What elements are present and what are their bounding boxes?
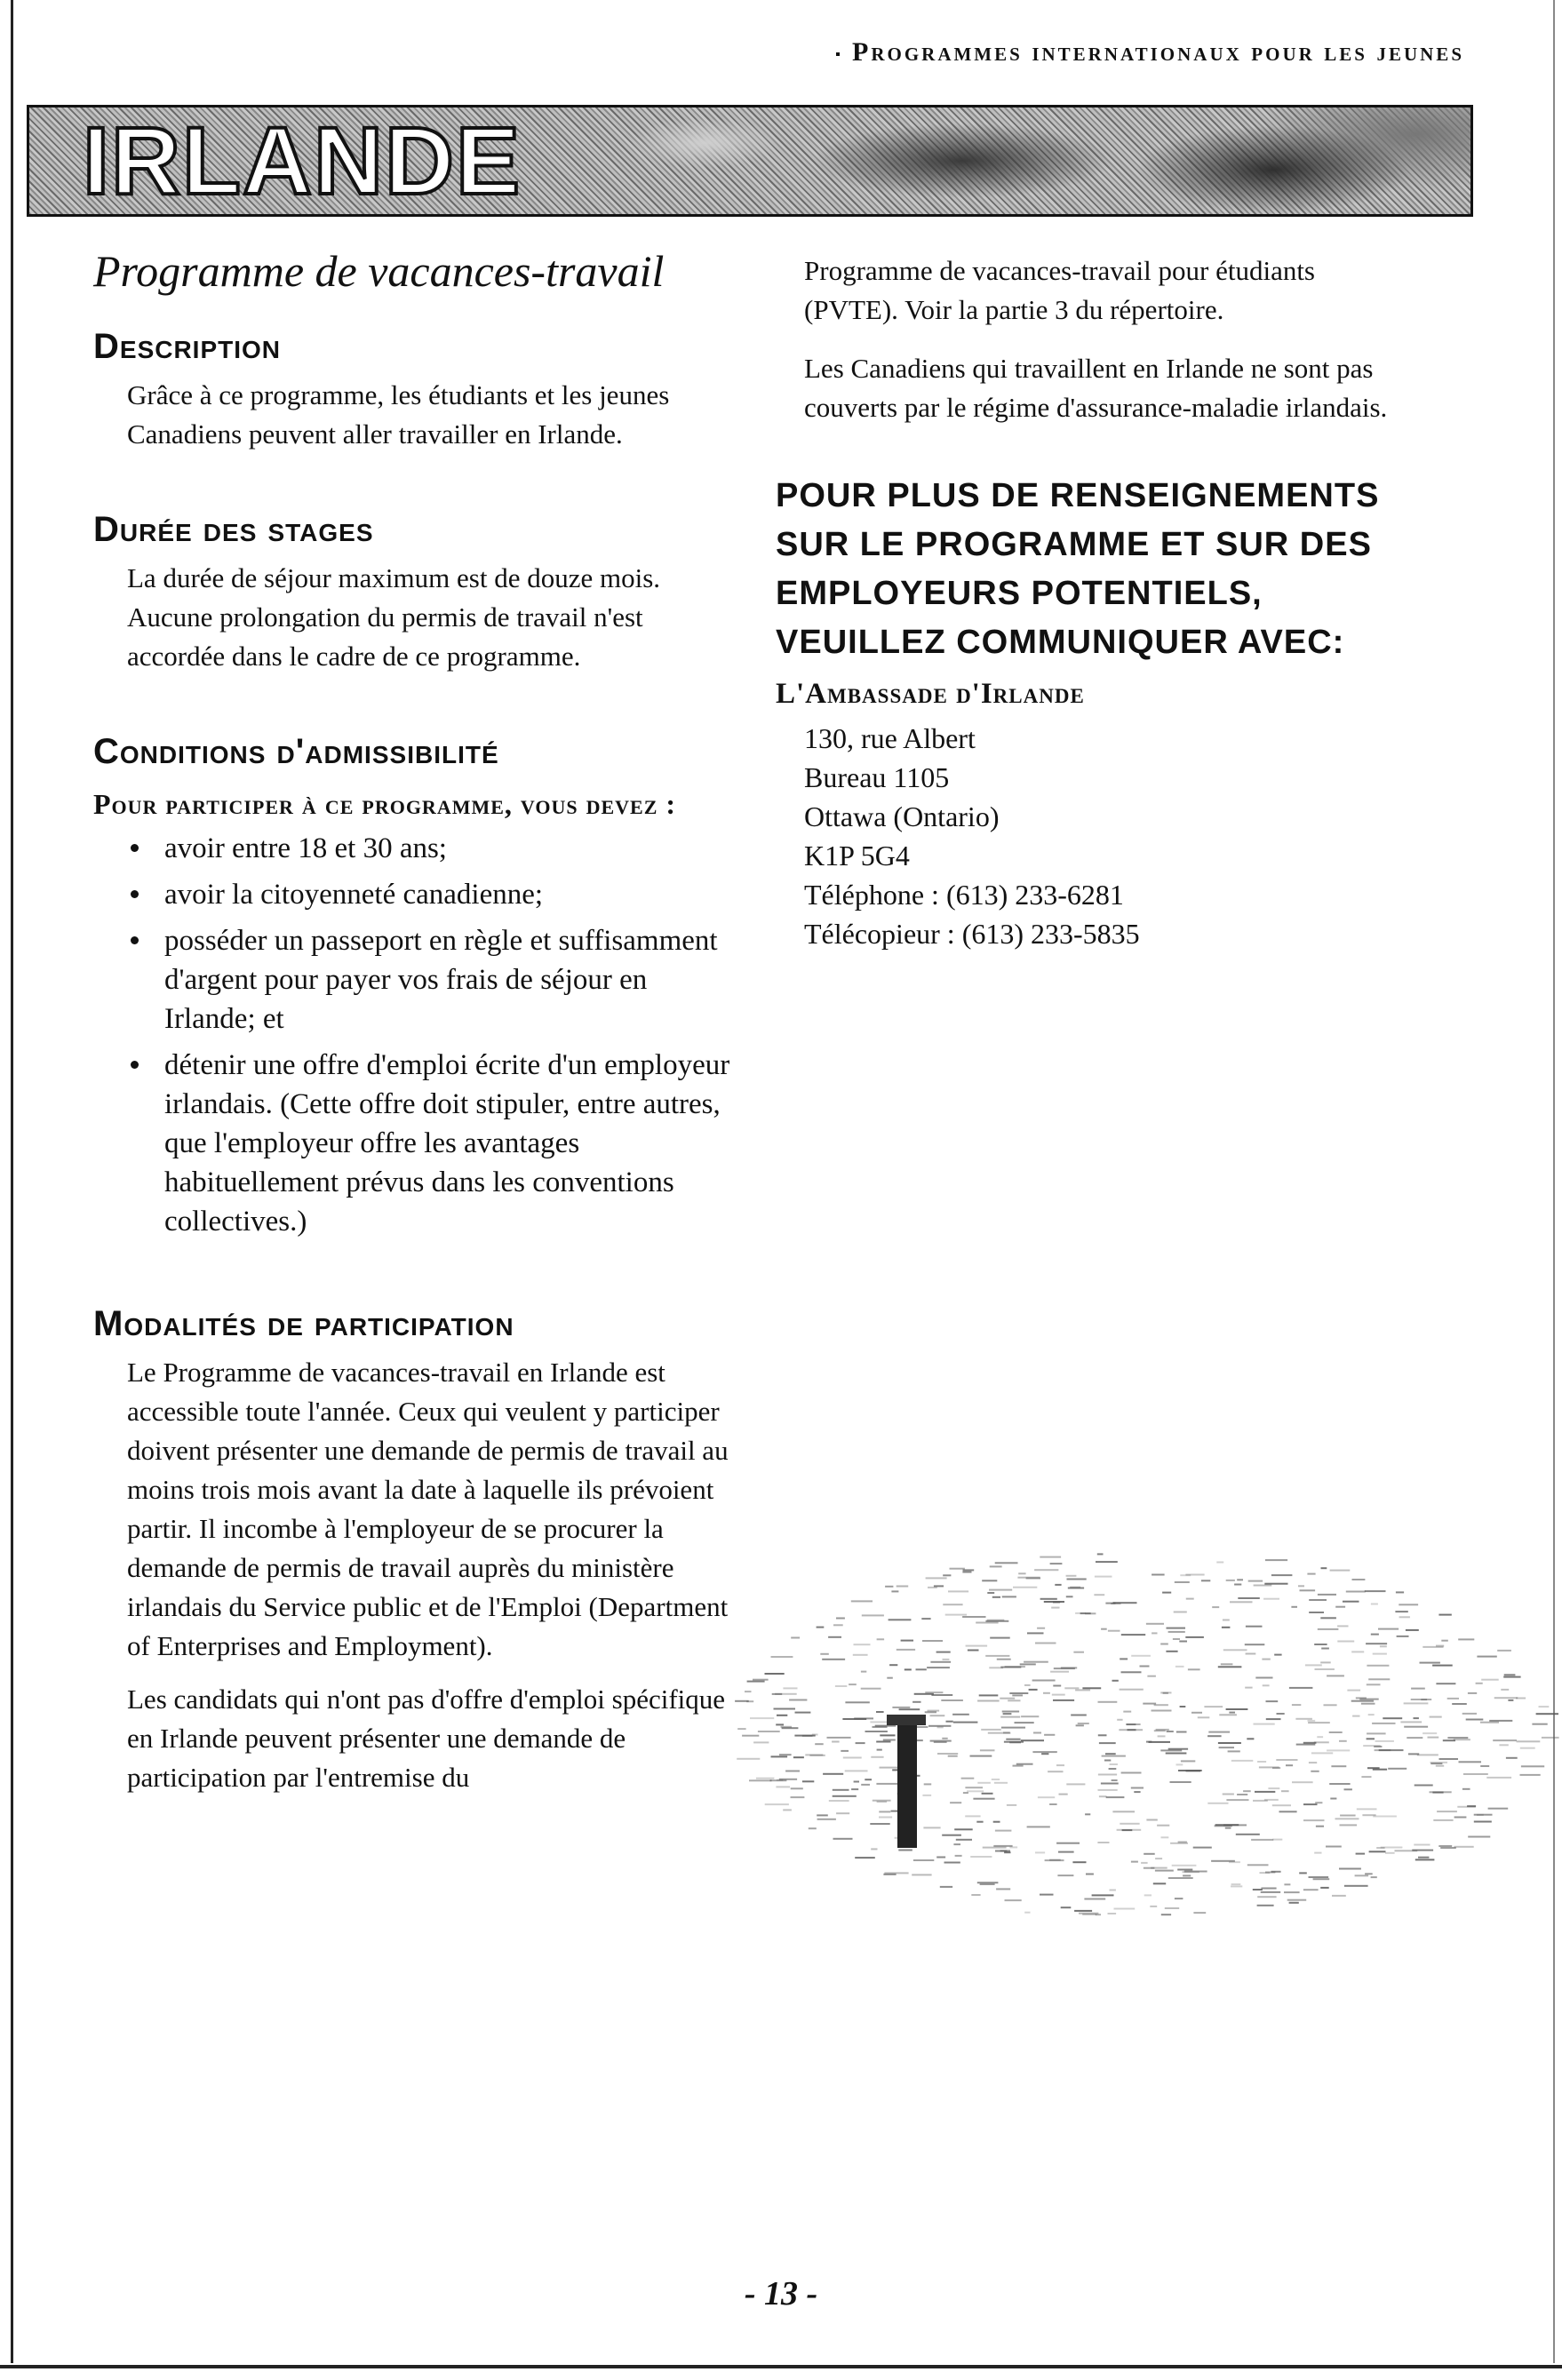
eligibility-list [93, 829, 733, 1241]
bullet-icon [131, 890, 139, 898]
right-column [776, 251, 1408, 953]
list-item: avoir la citoyenneté canadienne; [127, 875, 733, 914]
modalities-paragraph-2: Les candidats qui n'ont pas d'offre d'emploi spécifique en Irlande peuvent présenter une demande de participation par l'entremise du [127, 1684, 726, 1793]
embassy-name: L'Ambassade d'Irlande [776, 678, 1085, 710]
page-edge-left [11, 0, 13, 2363]
eligibility-heading: Conditions d'admissibilité [93, 732, 499, 771]
bullet-icon [131, 844, 139, 852]
running-head-text: Programmes internationaux pour les jeunes [852, 37, 1464, 67]
embassy-address [804, 719, 1408, 953]
page-number: - 13 - [744, 2275, 818, 2312]
address-postal-code: K1P 5G4 [804, 840, 910, 872]
list-item: avoir entre 18 et 30 ans; [127, 829, 733, 868]
continuation-text: Programme de vacances-travail pour étudiants (PVTE). Voir la partie 3 du répertoire. [804, 255, 1315, 325]
contact-heading: POUR PLUS DE RENSEIGNEMENTS SUR LE PROGRAMME ET SUR DES EMPLOYEURS POTENTIELS, VEUILLEZ COMMUNIQUER AVEC: [776, 477, 1380, 661]
address-suite: Bureau 1105 [804, 761, 950, 793]
list-item: détenir une offre d'emploi écrite d'un employeur irlandais. (Cette offre doit stipuler, entre autres, que l'employeur offre les avantages habituellement prévus dans les conventions collectives.) [127, 1046, 733, 1241]
address-phone: Téléphone : (613) 233-6281 [804, 879, 1124, 911]
modalities-paragraph-1: Le Programme de vacances-travail en Irlande est accessible toute l'année. Ceux qui veulent y participer doivent présenter une demande de permis de travail au moins trois mois avant la date à laquelle ils prévoient partir. Il incombe à l'employeur de se procurer la demande de permis de travail auprès du ministère irlandais du Service public et de l'Emploi (Department of Enterprises and Employment). [127, 1357, 729, 1661]
modalities-heading: Modalités de participation [93, 1304, 514, 1343]
running-head [836, 37, 1464, 68]
bullet-icon [131, 1061, 139, 1069]
program-title: Programme de vacances-travail [93, 246, 665, 296]
page-edge-bottom [0, 2365, 1562, 2368]
running-head-dot [836, 52, 840, 56]
duration-heading: Durée des stages [93, 510, 374, 549]
health-note: Les Canadiens qui travaillent en Irlande ne sont pas couverts par le régime d'assurance-maladie irlandais. [804, 353, 1388, 423]
address-fax: Télécopieur : (613) 233-5835 [804, 918, 1140, 950]
description-heading: Description [93, 327, 282, 366]
description-text: Grâce à ce programme, les étudiants et les jeunes Canadiens peuvent aller travailler en Irlande. [127, 379, 670, 450]
address-street: 130, rue Albert [804, 722, 976, 754]
eligibility-lead: Pour participer à ce programme, vous devez : [93, 788, 677, 820]
list-item: posséder un passeport en règle et suffisamment d'argent pour payer vos frais de séjour en Irlande; et [127, 921, 733, 1039]
country-banner [27, 105, 1473, 217]
banner-title: IRLANDE [83, 107, 522, 214]
duration-text: La durée de séjour maximum est de douze mois. Aucune prolongation du permis de travail n'est accordée dans le cadre de ce programme. [127, 562, 661, 672]
decorative-post-shape [897, 1715, 917, 1848]
decorative-texture-image [675, 1510, 1562, 1954]
page-edge-right [1553, 0, 1555, 2363]
address-city: Ottawa (Ontario) [804, 800, 1000, 832]
bullet-icon [131, 936, 139, 944]
left-column [93, 244, 733, 1797]
